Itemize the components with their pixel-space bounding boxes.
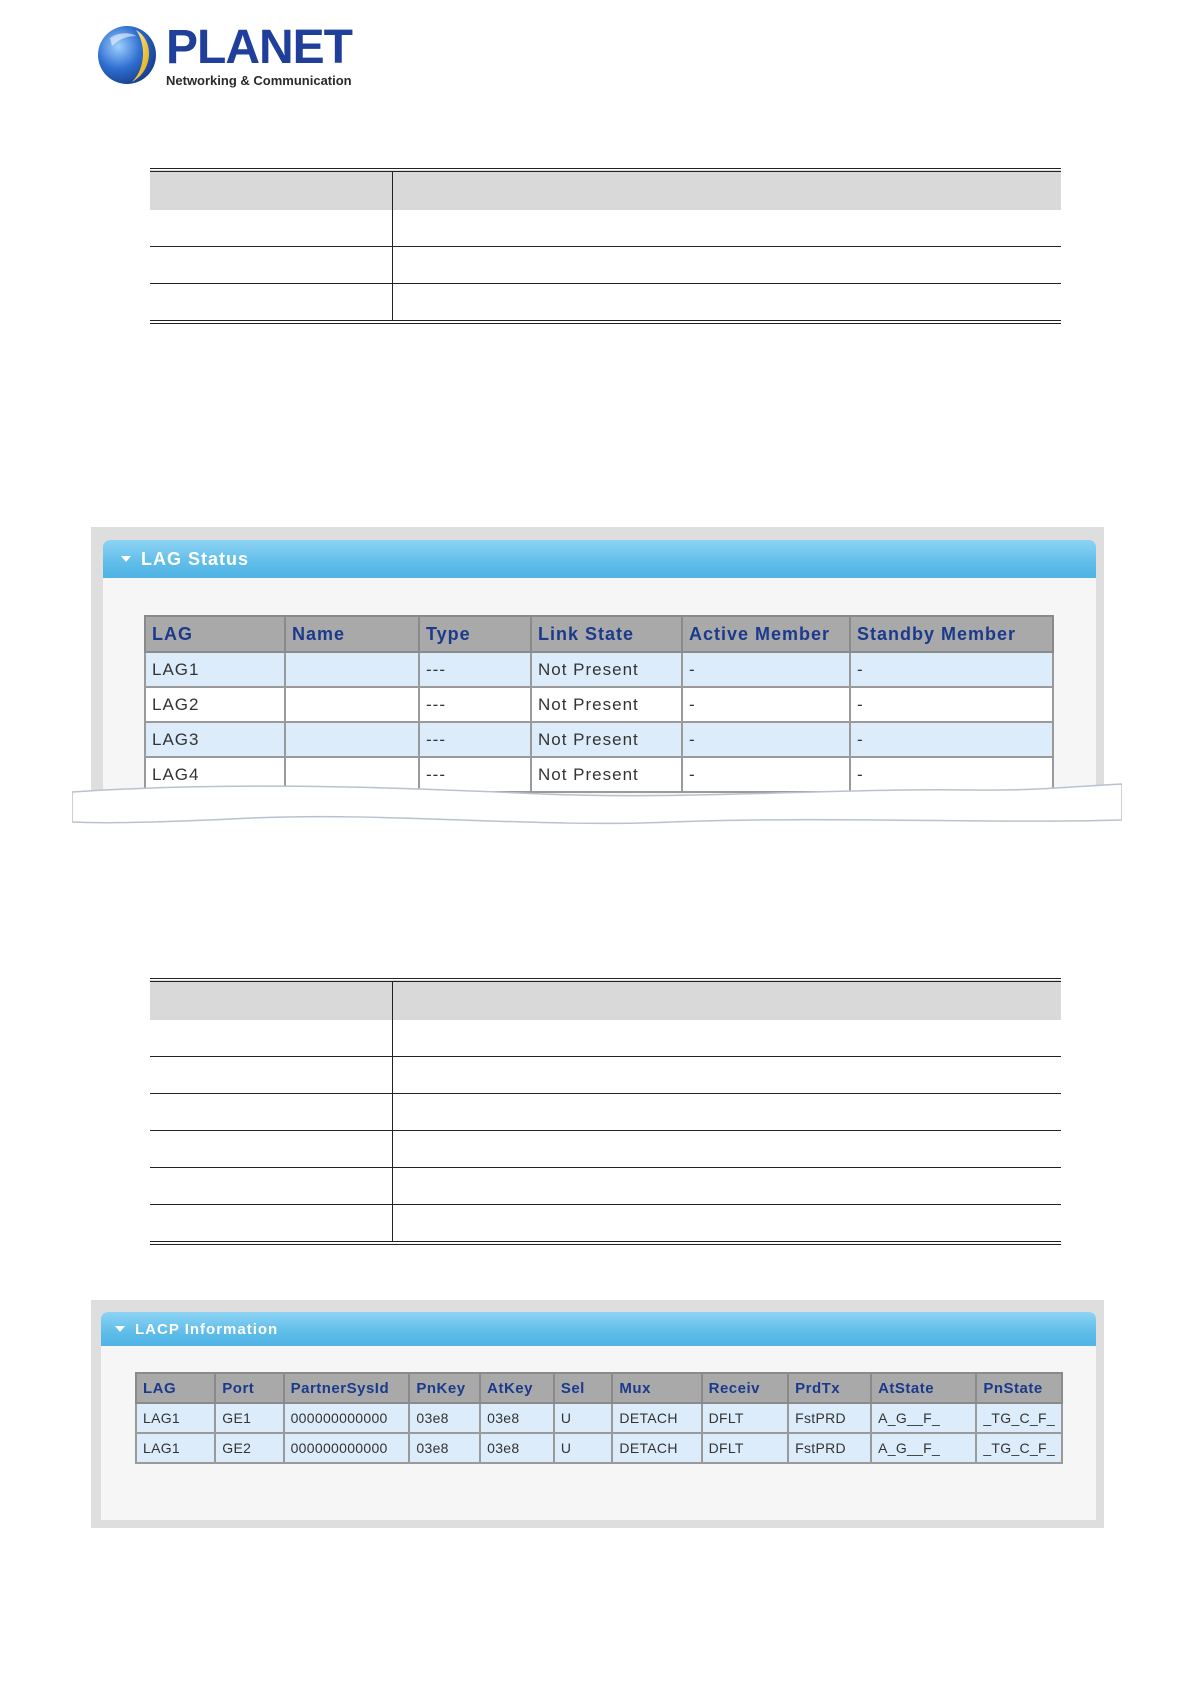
table-row[interactable] xyxy=(145,722,1053,757)
table-cell: LAG4 xyxy=(145,757,285,792)
table-cell: U xyxy=(554,1403,613,1433)
table-cell xyxy=(393,1057,1062,1094)
table-cell xyxy=(150,247,393,284)
table-cell: - xyxy=(850,757,1053,792)
column-header[interactable]: Port xyxy=(215,1373,283,1403)
column-header[interactable]: PartnerSysId xyxy=(284,1373,410,1403)
table-cell: 03e8 xyxy=(480,1433,554,1463)
table-cell: FstPRD xyxy=(788,1403,871,1433)
table-cell xyxy=(150,284,393,323)
table-cell: --- xyxy=(419,652,531,687)
table-cell xyxy=(393,1131,1062,1168)
table-cell: --- xyxy=(419,757,531,792)
collapse-caret-icon[interactable] xyxy=(115,1326,125,1332)
column-header[interactable]: PnKey xyxy=(409,1373,480,1403)
table-header-row xyxy=(150,980,1061,1020)
table-cell xyxy=(150,210,393,247)
lag-status-header[interactable] xyxy=(103,540,1096,578)
table-cell xyxy=(150,1131,393,1168)
column-header[interactable]: LAG xyxy=(136,1373,215,1403)
table-cell: Not Present xyxy=(531,722,682,757)
table-row xyxy=(150,1131,1061,1168)
table-cell: LAG1 xyxy=(136,1433,215,1463)
column-header[interactable]: PnState xyxy=(976,1373,1062,1403)
table-cell: - xyxy=(850,687,1053,722)
table-cell: - xyxy=(682,757,850,792)
table-cell: DFLT xyxy=(702,1403,789,1433)
table-cell xyxy=(393,1205,1062,1244)
table-cell: _TG_C_F_ xyxy=(976,1403,1062,1433)
table-row[interactable] xyxy=(136,1403,1062,1433)
table-cell xyxy=(150,1057,393,1094)
table-cell xyxy=(150,1205,393,1244)
lacp-information-table xyxy=(135,1372,1063,1464)
table-row xyxy=(150,247,1061,284)
table-cell: - xyxy=(682,722,850,757)
table-cell: A_G__F_ xyxy=(871,1403,976,1433)
column-header[interactable]: AtState xyxy=(871,1373,976,1403)
table-cell: Not Present xyxy=(531,687,682,722)
header-cell xyxy=(150,170,393,210)
table-cell: LAG1 xyxy=(145,652,285,687)
column-header[interactable]: Sel xyxy=(554,1373,613,1403)
collapse-caret-icon[interactable] xyxy=(121,556,131,562)
table-row[interactable] xyxy=(136,1433,1062,1463)
column-header[interactable]: Type xyxy=(419,616,531,652)
table-cell: A_G__F_ xyxy=(871,1433,976,1463)
table-cell: U xyxy=(554,1433,613,1463)
table-cell: LAG2 xyxy=(145,687,285,722)
panel-title: LACP Information xyxy=(135,1320,279,1338)
column-header[interactable]: PrdTx xyxy=(788,1373,871,1403)
table-cell: - xyxy=(850,652,1053,687)
header-cell xyxy=(393,170,1062,210)
column-header[interactable]: Mux xyxy=(612,1373,701,1403)
column-header[interactable]: Link State xyxy=(531,616,682,652)
table-header-row xyxy=(145,616,1053,652)
table-header-row xyxy=(150,170,1061,210)
table-cell xyxy=(393,210,1062,247)
table-row xyxy=(150,1094,1061,1131)
table-row xyxy=(150,1205,1061,1244)
column-header[interactable]: LAG xyxy=(145,616,285,652)
table-cell: GE1 xyxy=(215,1403,283,1433)
table-cell: 000000000000 xyxy=(284,1403,410,1433)
column-header[interactable]: AtKey xyxy=(480,1373,554,1403)
table-cell: - xyxy=(682,687,850,722)
table-cell xyxy=(393,247,1062,284)
table-row xyxy=(150,284,1061,323)
table-cell: LAG1 xyxy=(136,1403,215,1433)
globe-icon xyxy=(96,24,158,86)
table-cell: Not Present xyxy=(531,652,682,687)
table-row xyxy=(150,210,1061,247)
brand-name: PLANET xyxy=(166,21,352,74)
table-cell xyxy=(285,652,419,687)
header-cell xyxy=(150,980,393,1020)
table-cell: 03e8 xyxy=(409,1433,480,1463)
table-cell xyxy=(393,284,1062,323)
table-cell: DFLT xyxy=(702,1433,789,1463)
table-row xyxy=(150,1020,1061,1057)
table-row xyxy=(150,1057,1061,1094)
table-cell: Not Present xyxy=(531,757,682,792)
table-cell: DETACH xyxy=(612,1433,701,1463)
panel-title: LAG Status xyxy=(141,548,250,569)
column-header[interactable]: Active Member xyxy=(682,616,850,652)
table-cell xyxy=(150,1094,393,1131)
lag-status-table xyxy=(144,615,1054,793)
table-cell: 03e8 xyxy=(409,1403,480,1433)
table-cell xyxy=(285,687,419,722)
column-header[interactable]: Receiv xyxy=(702,1373,789,1403)
table-row[interactable] xyxy=(145,687,1053,722)
table-cell: --- xyxy=(419,722,531,757)
torn-edge-divider xyxy=(72,782,1122,832)
table-cell: 03e8 xyxy=(480,1403,554,1433)
column-header[interactable]: Standby Member xyxy=(850,616,1053,652)
lag-status-screenshot xyxy=(91,527,1104,795)
table-cell xyxy=(393,1020,1062,1057)
table-cell: DETACH xyxy=(612,1403,701,1433)
column-header[interactable]: Name xyxy=(285,616,419,652)
lacp-information-screenshot xyxy=(91,1300,1104,1528)
header-cell xyxy=(393,980,1062,1020)
table-cell: _TG_C_F_ xyxy=(976,1433,1062,1463)
table-row[interactable] xyxy=(145,652,1053,687)
table-cell: LAG3 xyxy=(145,722,285,757)
table-cell xyxy=(285,722,419,757)
description-table-1 xyxy=(150,168,1061,324)
table-cell: --- xyxy=(419,687,531,722)
planet-logo xyxy=(96,21,356,94)
table-cell xyxy=(150,1168,393,1205)
table-cell xyxy=(150,1020,393,1057)
lacp-information-header[interactable] xyxy=(101,1312,1096,1346)
table-cell: - xyxy=(682,652,850,687)
table-cell: 000000000000 xyxy=(284,1433,410,1463)
table-cell: GE2 xyxy=(215,1433,283,1463)
table-cell: - xyxy=(850,722,1053,757)
table-cell xyxy=(393,1168,1062,1205)
description-table-2 xyxy=(150,978,1061,1245)
table-cell: FstPRD xyxy=(788,1433,871,1463)
table-header-row xyxy=(136,1373,1062,1403)
table-cell xyxy=(393,1094,1062,1131)
brand-tagline: Networking & Communication xyxy=(166,73,352,88)
table-row xyxy=(150,1168,1061,1205)
